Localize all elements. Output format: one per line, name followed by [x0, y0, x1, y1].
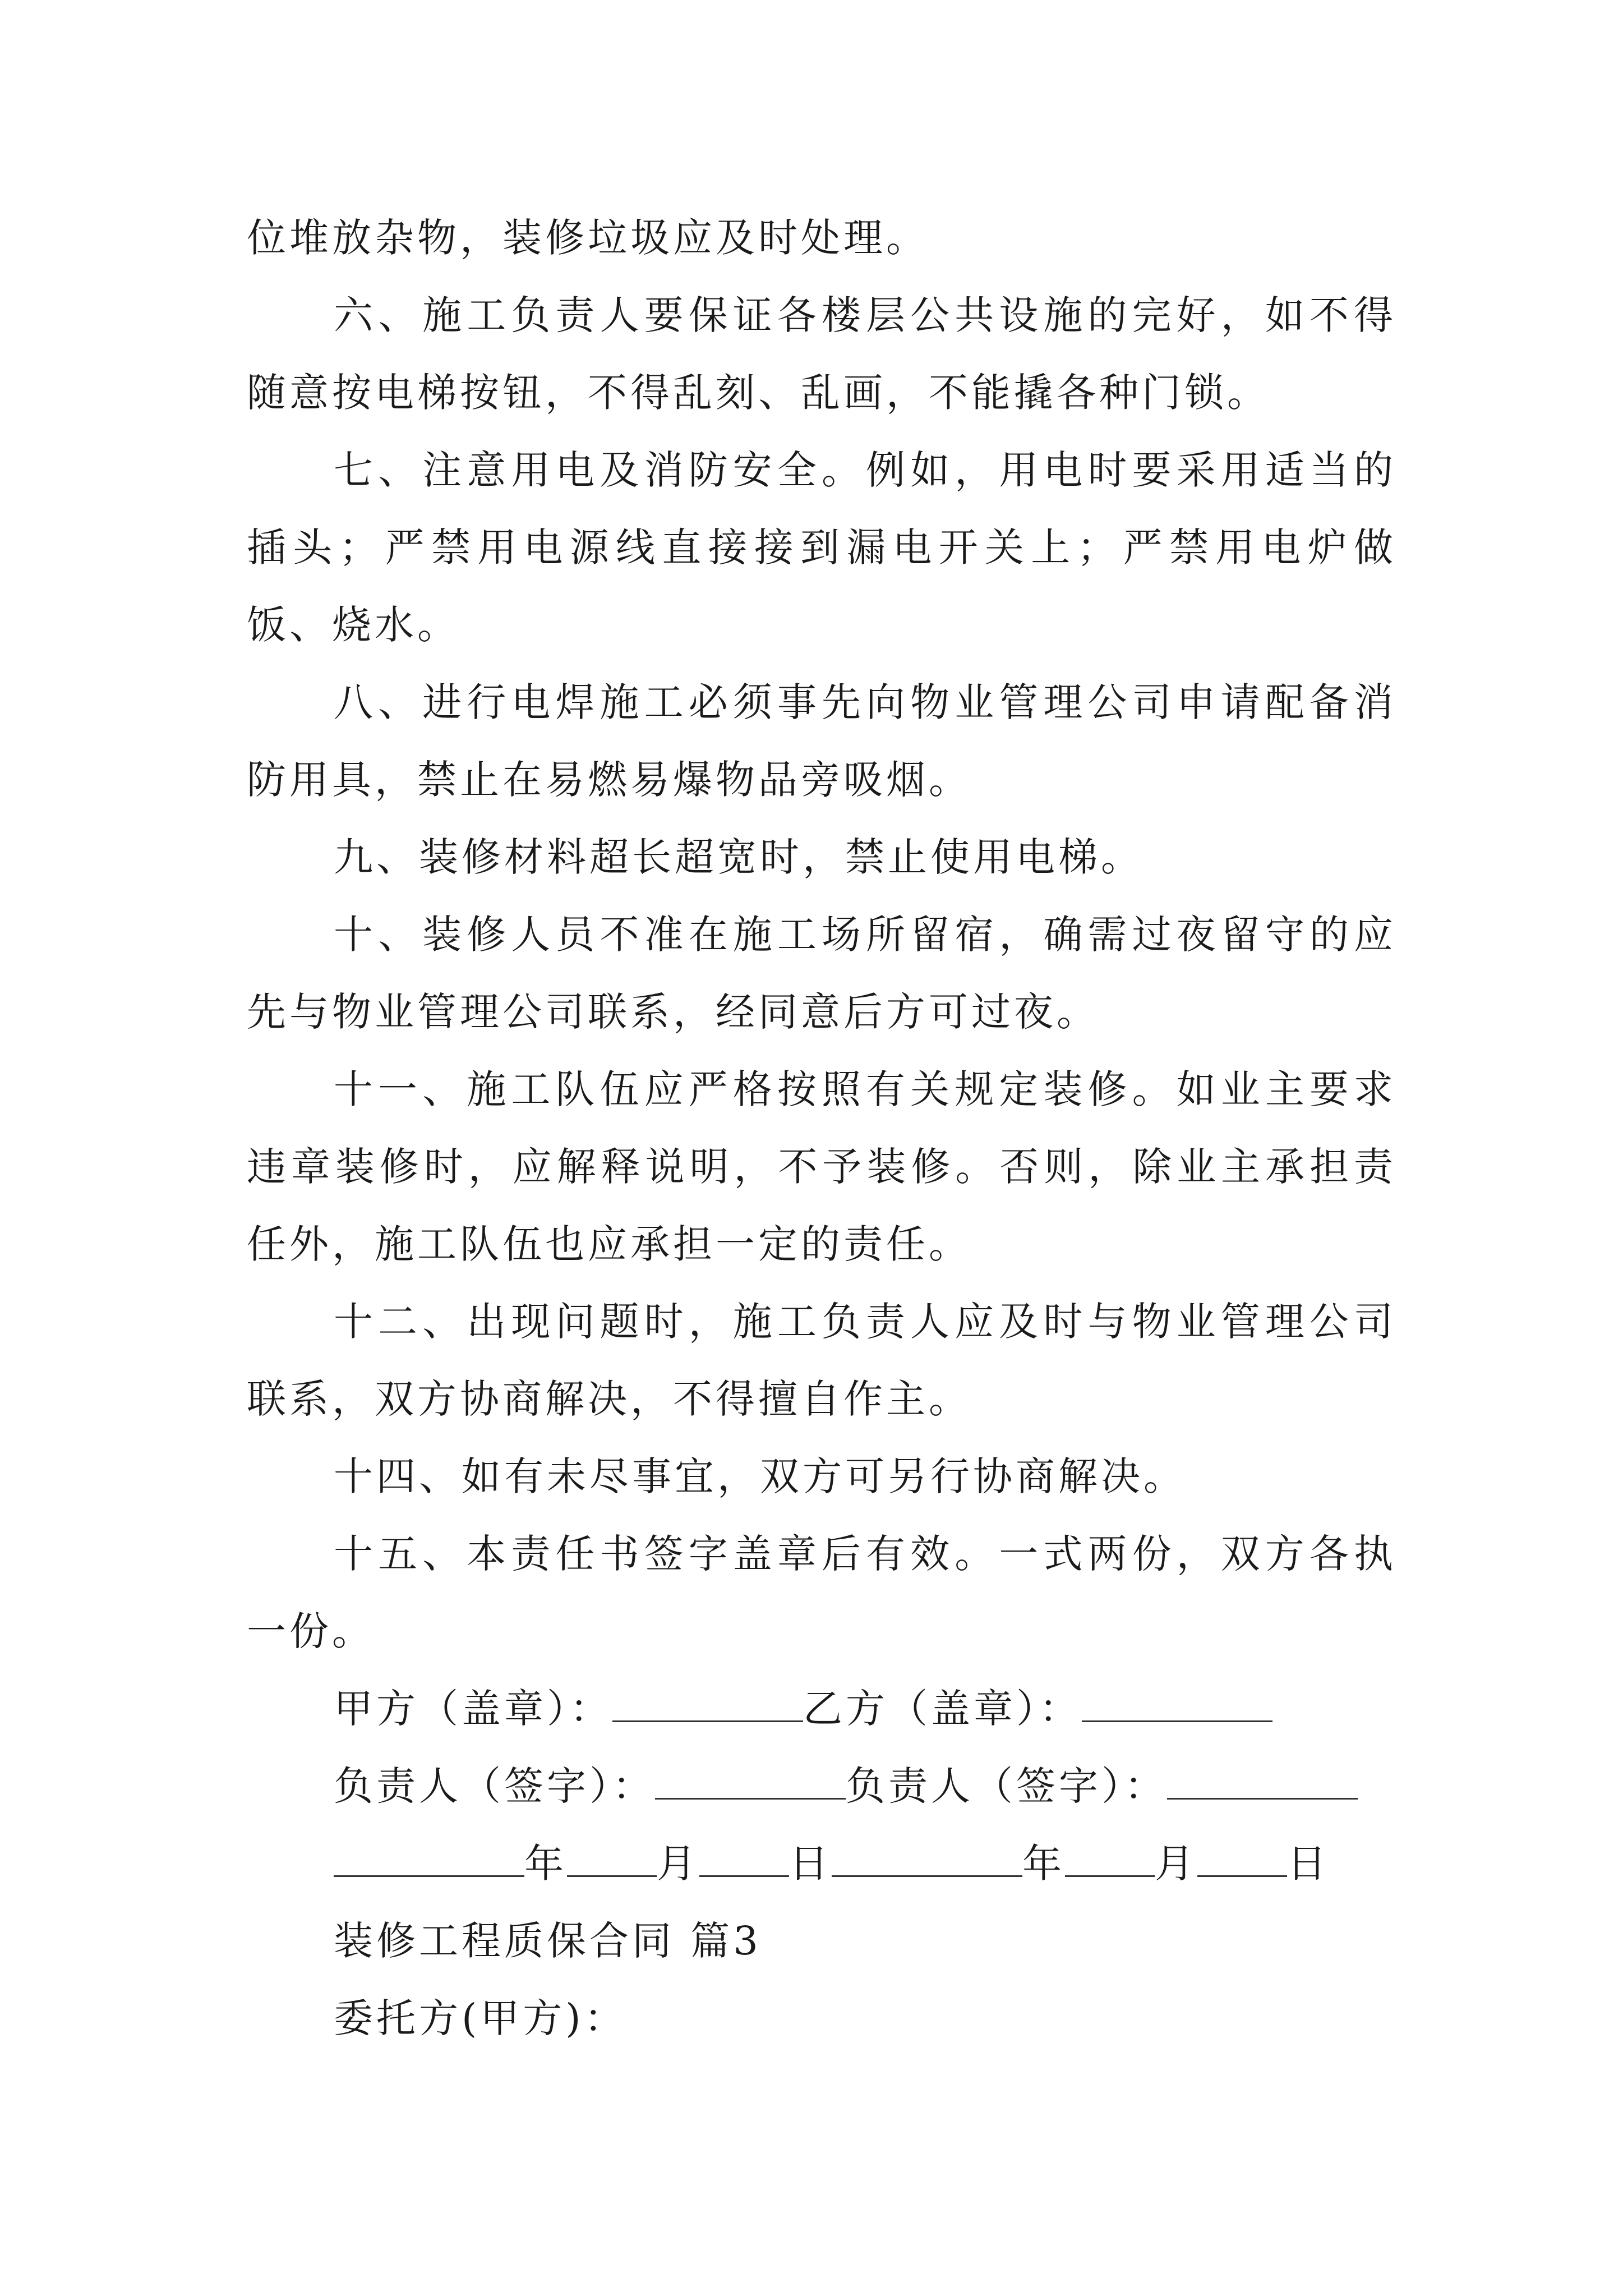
- paragraph-clause-15: 十五、本责任书签字盖章后有效。一式两份，双方各执一份。: [247, 1531, 1396, 1654]
- date-a-month-label: 月: [657, 1841, 699, 1887]
- party-a-seal-blank: [612, 1686, 803, 1722]
- date-b-year-label: 年: [1022, 1841, 1065, 1887]
- date-b-month-blank: [1065, 1841, 1155, 1877]
- date-a-day-blank: [699, 1841, 789, 1877]
- next-section-title: 装修工程质保合同 篇3: [334, 1918, 762, 1964]
- paragraph-clause-8: 八、进行电焊施工必须事先向物业管理公司申请配备消防用具，禁止在易燃易爆物品旁吸烟。: [247, 679, 1396, 803]
- rep-a-sign-blank: [655, 1763, 846, 1800]
- paragraph-continuation: 位堆放杂物，装修垃圾应及时处理。: [247, 215, 929, 261]
- date-b-day-label: 日: [1287, 1841, 1330, 1887]
- date-b-day-blank: [1197, 1841, 1287, 1877]
- paragraph-clause-6: 六、施工负责人要保证各楼层公共设施的完好，如不得随意按电梯按钮，不得乱刻、乱画，不能撬各种门锁。: [247, 292, 1396, 416]
- date-b-year-blank: [832, 1841, 1022, 1877]
- paragraph-clause-7: 七、注意用电及消防安全。例如，用电时要采用适当的插头；严禁用电源线直接接到漏电开关上；严禁用电炉做饭、烧水。: [247, 447, 1396, 648]
- rep-b-sign-blank: [1167, 1763, 1358, 1800]
- party-b-seal-label: 乙方（盖章）：: [803, 1686, 1082, 1732]
- date-a-year-label: 年: [524, 1841, 567, 1887]
- paragraph-clause-10: 十、装修人员不准在施工场所留宿，确需过夜留守的应先与物业管理公司联系，经同意后方可过夜。: [247, 912, 1396, 1035]
- party-b-seal-blank: [1082, 1686, 1272, 1722]
- date-b-month-label: 月: [1155, 1841, 1197, 1887]
- date-a-day-label: 日: [789, 1841, 832, 1887]
- next-section-first-line: 委托方(甲方)：: [334, 1995, 627, 2041]
- party-a-seal-label: 甲方（盖章）：: [334, 1686, 612, 1732]
- rep-b-sign-label: 负责人（签字）：: [846, 1763, 1167, 1809]
- paragraph-clause-12: 十二、出现问题时，施工负责人应及时与物业管理公司联系，双方协商解决，不得擅自作主。: [247, 1299, 1396, 1422]
- date-a-month-blank: [567, 1841, 657, 1877]
- paragraph-clause-11: 十一、施工队伍应严格按照有关规定装修。如业主要求违章装修时，应解释说明，不予装修。否则，除业主承担责任外，施工队伍也应承担一定的责任。: [247, 1066, 1396, 1267]
- paragraph-clause-9: 九、装修材料超长超宽时，禁止使用电梯。: [334, 834, 1144, 880]
- document-body: [247, 199, 1396, 2057]
- signature-rep-line: [247, 1747, 1396, 1825]
- rep-a-sign-label: 负责人（签字）：: [334, 1763, 655, 1809]
- date-a-year-blank: [334, 1841, 524, 1877]
- signature-date-line: [247, 1825, 1396, 1902]
- signature-seal-line: [247, 1670, 1396, 1747]
- paragraph-clause-14: 十四、如有未尽事宜，双方可另行协商解决。: [334, 1453, 1186, 1499]
